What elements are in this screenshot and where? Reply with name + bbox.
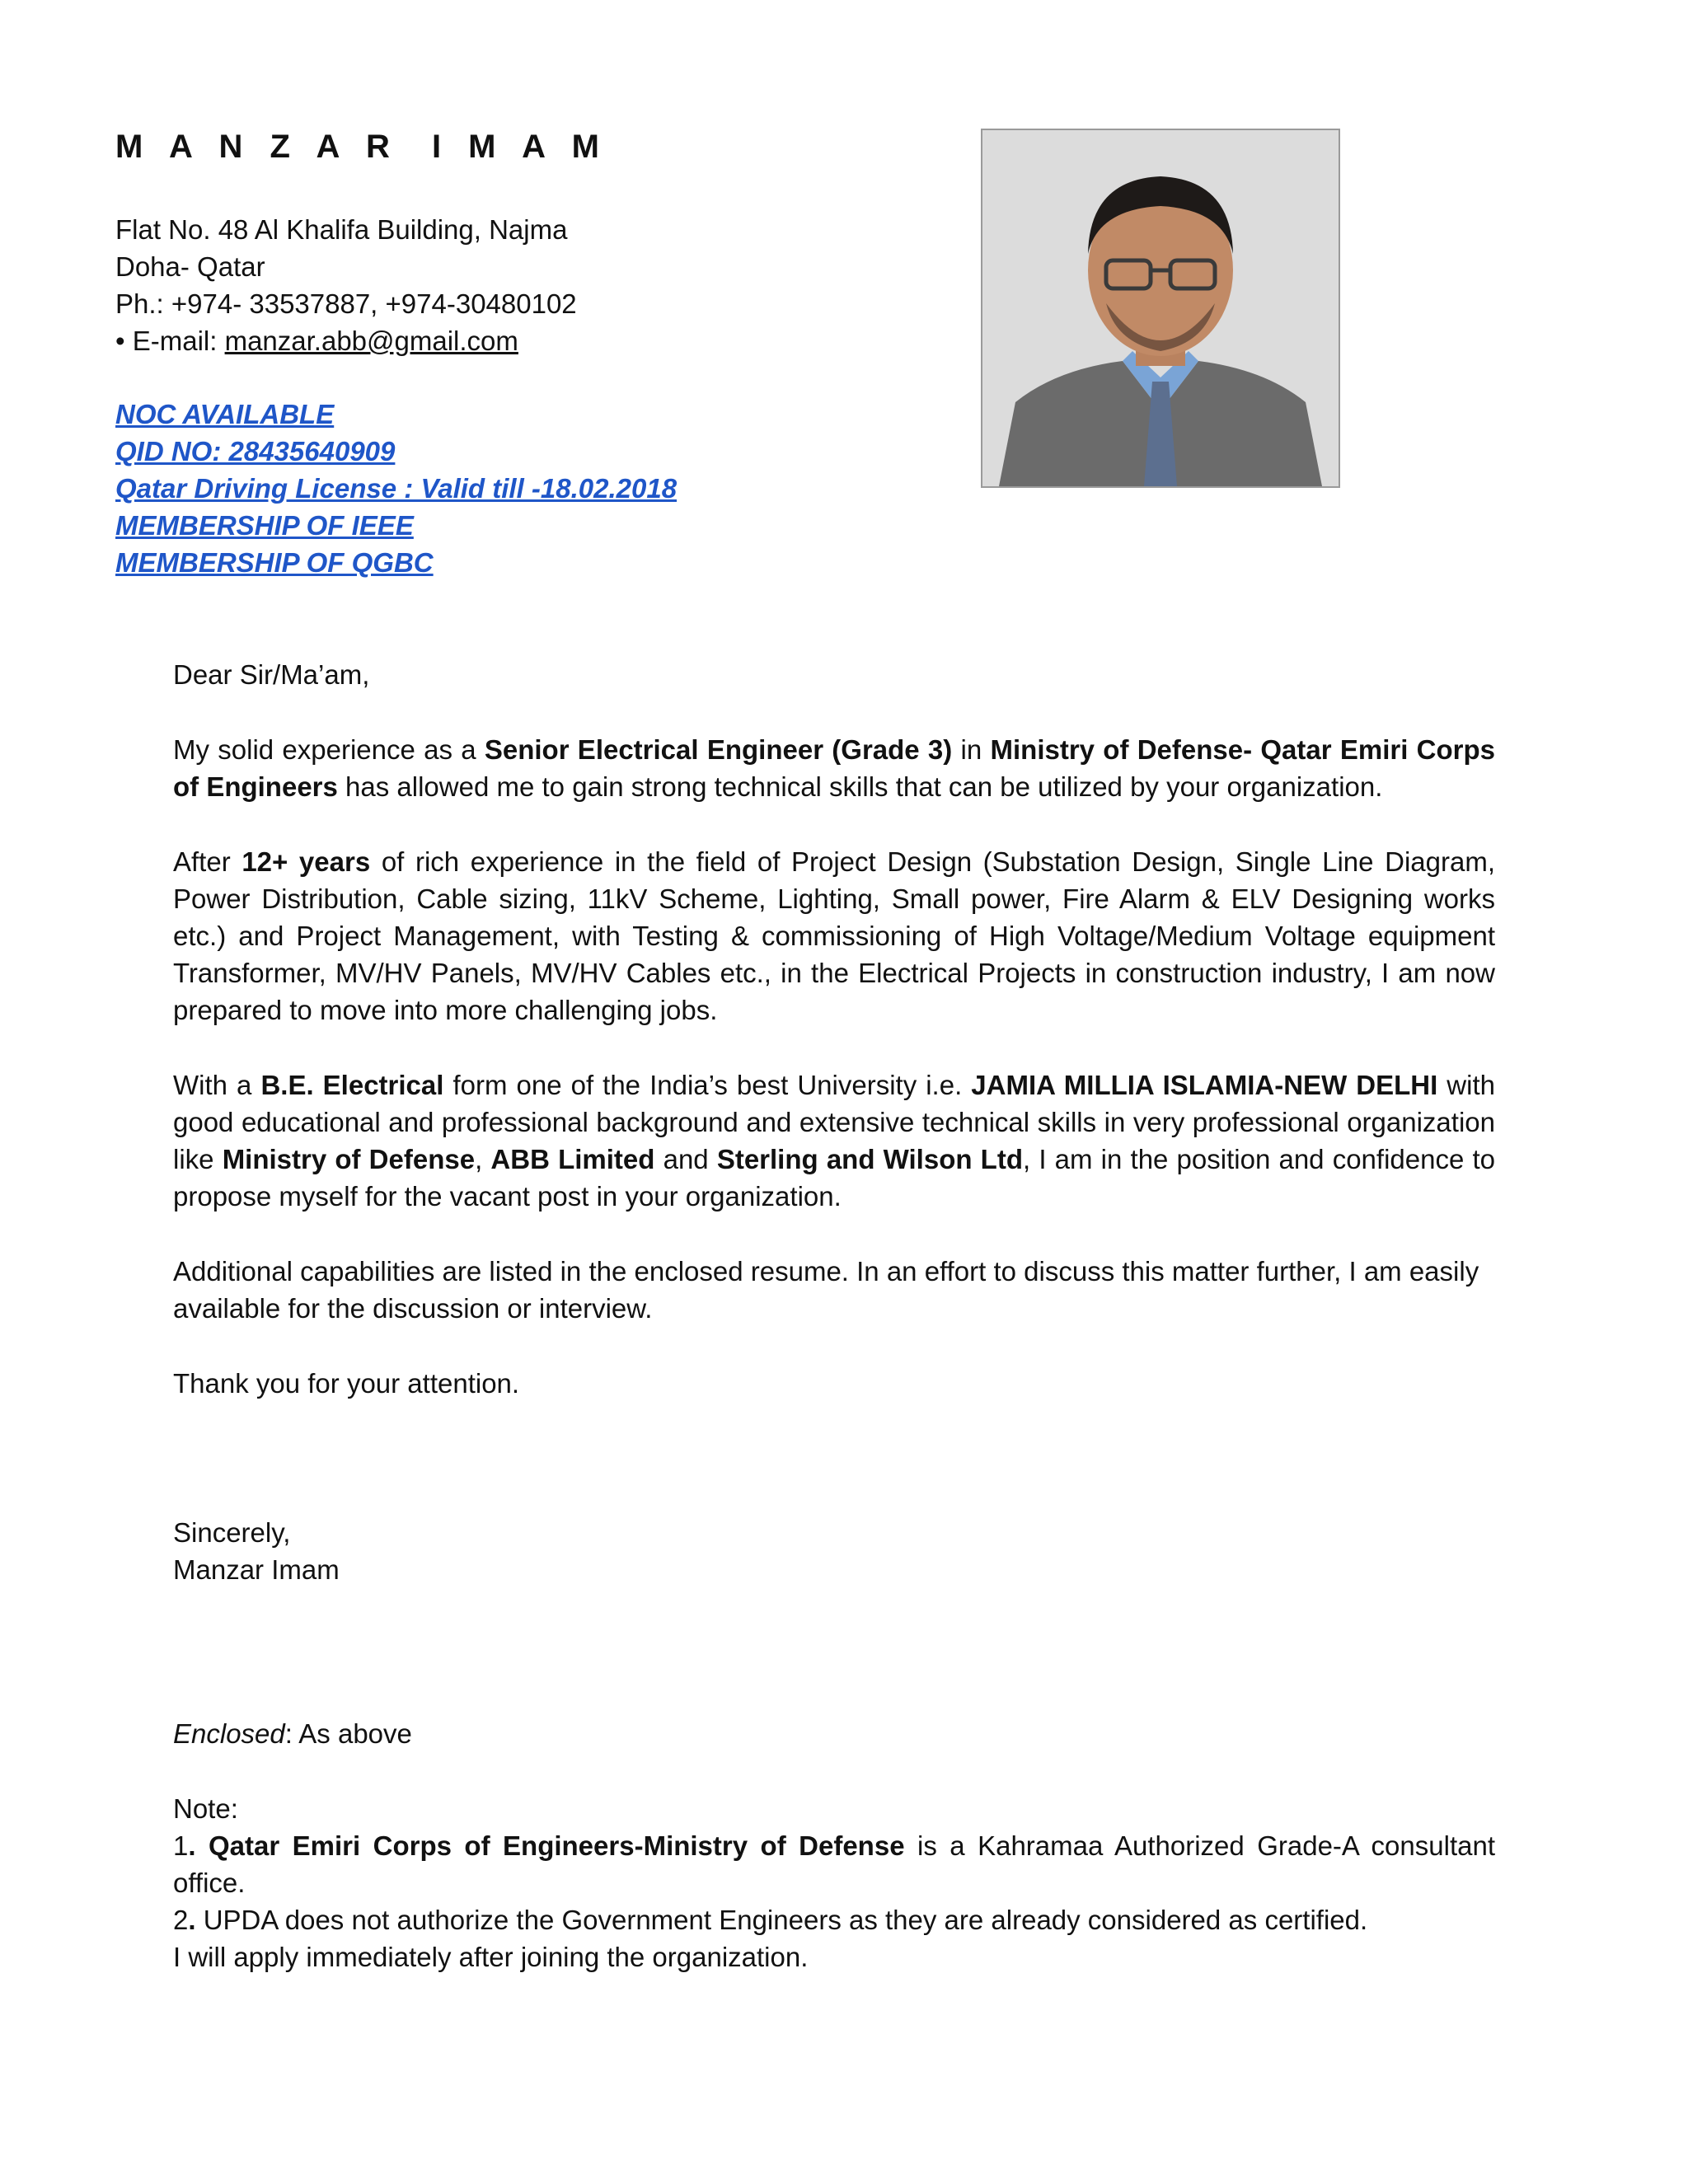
paragraph-thanks: Thank you for your attention. xyxy=(173,1368,520,1399)
credentials-list xyxy=(115,396,677,581)
closing-block xyxy=(173,1514,1495,1588)
credential-qgbc[interactable]: MEMBERSHIP OF QGBC xyxy=(115,547,434,578)
text: With a xyxy=(173,1070,261,1100)
bold-text: Ministry of Defense xyxy=(222,1144,476,1174)
profile-photo-icon xyxy=(982,130,1339,486)
text: has allowed me to gain strong technical skills that can be utilized by your organization. xyxy=(337,771,1383,802)
note-1 xyxy=(173,1827,1495,1901)
paragraph-capabilities: Additional capabilities are listed in the enclosed resume. In an effort to discuss this matter further, I am easily available for the discussion or interview. xyxy=(173,1256,1479,1324)
note-label: Note: xyxy=(173,1793,238,1824)
notes xyxy=(173,1790,1495,1975)
note-dot: . xyxy=(188,1830,196,1861)
credential-ieee[interactable]: MEMBERSHIP OF IEEE xyxy=(115,510,414,541)
email-link[interactable]: manzar.abb@gmail.com xyxy=(224,326,518,356)
paragraph-years xyxy=(173,843,1495,1029)
bold-text: JAMIA MILLIA ISLAMIA-NEW DELHI xyxy=(971,1070,1438,1100)
credential-driving-license[interactable]: Qatar Driving License : Valid till -18.02.2018 xyxy=(115,473,678,504)
email-row xyxy=(115,322,577,359)
bold-text: 12+ years xyxy=(241,846,371,877)
closing: Sincerely, xyxy=(173,1517,291,1548)
text: , I am in the position and confidence to propose myself for the vacant post in your organization. xyxy=(173,1144,1495,1212)
note-number: 2 xyxy=(173,1905,189,1935)
enclosed-label: Enclosed xyxy=(173,1718,285,1749)
credential-qid[interactable]: QID NO: 28435640909 xyxy=(115,436,396,466)
text: After xyxy=(173,846,242,877)
text: of rich experience in the field of Project Design (Substation Design, Single Line Diagram, Power Distribution, Cable sizing, 11kV Scheme, Lighting, Small power, Fire Alarm & ELV Designing works etc.) and Project Management, with Testing & commissioning of High Voltage/Medium Voltage equipment Transformer, MV/HV Panels, MV/HV Cables etc., in the Electrical Projects in construction industry, I am now prepared to move into more challenging jobs. xyxy=(173,846,1496,1025)
text: in xyxy=(952,734,991,765)
credential-noc[interactable]: NOC AVAILABLE xyxy=(115,399,335,429)
profile-photo xyxy=(981,129,1340,488)
phone-numbers: Ph.: +974- 33537887, +974-30480102 xyxy=(115,288,577,319)
text: , xyxy=(475,1144,491,1174)
text: and xyxy=(654,1144,717,1174)
address-line-1: Flat No. 48 Al Khalifa Building, Najma xyxy=(115,214,568,245)
enclosed-value: : As above xyxy=(284,1718,412,1749)
bold-text: Qatar Emiri Corps of Engineers-Ministry of Defense xyxy=(195,1830,905,1861)
note-dot: . xyxy=(188,1905,196,1935)
paragraph-experience xyxy=(173,731,1495,805)
text: is a Kahramaa Authorized Grade-A consultant office. xyxy=(173,1830,1495,1898)
first-name: M A N Z A R xyxy=(115,129,399,165)
signature-name: Manzar Imam xyxy=(173,1554,340,1585)
paragraph-education xyxy=(173,1066,1495,1215)
note-2 xyxy=(173,1901,1495,1938)
bold-text: Sterling and Wilson Ltd xyxy=(716,1144,1023,1174)
last-name: I M A M xyxy=(431,129,608,165)
bold-text: Ministry of Defense- Qatar Emiri Corps of Engineers xyxy=(173,734,1495,802)
applicant-name xyxy=(115,129,608,166)
cover-letter xyxy=(173,656,1495,1975)
text: with good educational and professional background and extensive technical skills in very professional organization like xyxy=(173,1070,1495,1174)
text: form one of the India’s best University i.e. xyxy=(443,1070,972,1100)
note-3: I will apply immediately after joining the organization. xyxy=(173,1942,809,1972)
enclosed-line xyxy=(173,1715,1495,1752)
salutation: Dear Sir/Ma’am, xyxy=(173,659,370,690)
text: UPDA does not authorize the Government Engineers as they are already considered as certified. xyxy=(195,1905,1368,1935)
bold-text: B.E. Electrical xyxy=(260,1070,444,1100)
address-line-2: Doha- Qatar xyxy=(115,251,265,282)
note-number: 1 xyxy=(173,1830,189,1861)
email-prefix: • E-mail: xyxy=(115,326,225,356)
contact-block xyxy=(115,211,577,359)
bold-text: Senior Electrical Engineer (Grade 3) xyxy=(484,734,953,765)
bold-text: ABB Limited xyxy=(490,1144,655,1174)
text: My solid experience as a xyxy=(173,734,485,765)
